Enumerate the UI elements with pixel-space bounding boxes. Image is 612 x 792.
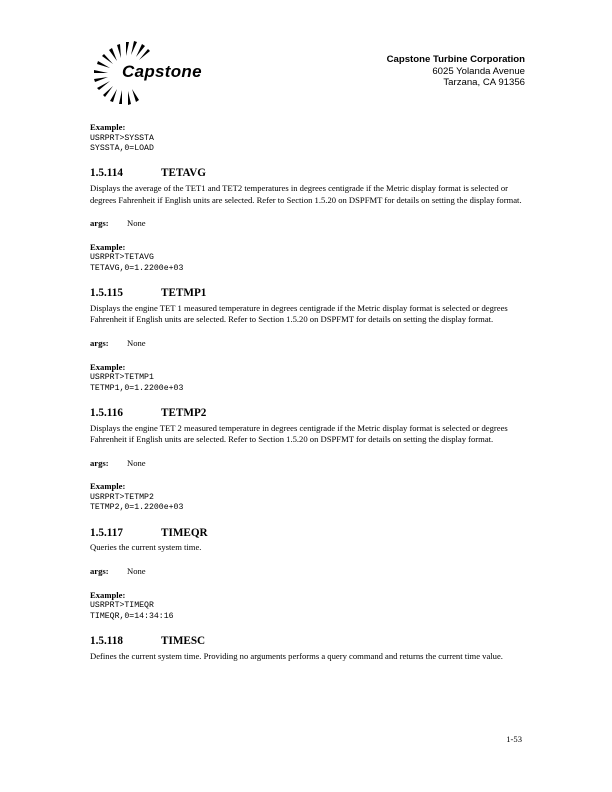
args-value: None: [127, 337, 146, 348]
section-number: 1.5.116: [90, 406, 123, 419]
args-row: [90, 338, 530, 350]
example-label: Example:: [90, 241, 126, 252]
section-tetavg: [90, 168, 530, 274]
section-timeqr: [90, 528, 530, 622]
section-description: Queries the current system time.: [90, 542, 202, 553]
section-description: Displays the average of the TET1 and TET2 temperatures in degrees centigrade if the Metric display format is selected or degrees Fahrenheit if English units are selected. Refer to Section 1.5.20 on DSPFMT for details on setting the display format.: [90, 183, 522, 205]
args-label: args:: [90, 337, 109, 348]
args-label: args:: [90, 565, 109, 576]
code-line: SYSSTA,0=LOAD: [90, 144, 154, 153]
code-line: TETAVG,0=1.2200e+03: [90, 263, 184, 273]
capstone-logo: [88, 38, 236, 108]
section-number: 1.5.115: [90, 287, 123, 300]
page-number: 1-53: [506, 734, 522, 744]
code-line: TETMP2,0=1.2200e+03: [90, 503, 184, 513]
args-row: [90, 566, 530, 578]
args-row: [90, 218, 530, 230]
section-title: TIMEQR: [161, 526, 208, 539]
example-block: [90, 362, 530, 394]
example-label: Example:: [90, 361, 126, 372]
code-line: USRPRT>TETMP1: [90, 373, 154, 383]
company-address-block: [387, 54, 525, 89]
document-body: [90, 122, 530, 662]
args-label: args:: [90, 457, 109, 468]
section-tetmp1: [90, 288, 530, 394]
code-line: USRPRT>TETAVG: [90, 253, 154, 263]
section-heading: [90, 408, 530, 420]
section-tetmp2: [90, 408, 530, 514]
args-label: args:: [90, 218, 109, 229]
args-value: None: [127, 218, 146, 229]
section-number: 1.5.117: [90, 526, 123, 539]
example-block: [90, 481, 530, 513]
section-title: TIMESC: [161, 634, 206, 647]
section-title: TETAVG: [161, 167, 206, 180]
section-description: Displays the engine TET 1 measured temperature in degrees centigrade if the Metric display format is selected or degrees Fahrenheit if English units are selected. Refer to Section 1.5.20 on DSPFMT for details on setting the display format.: [90, 302, 508, 325]
example-label: Example:: [90, 481, 126, 492]
section-description: Defines the current system time. Providing no arguments performs a query command and returns the current time value.: [90, 650, 503, 661]
section-number: 1.5.114: [90, 167, 123, 180]
args-row: [90, 458, 530, 470]
example-block: [90, 242, 530, 274]
address-line-1: 6025 Yolanda Avenue: [432, 65, 525, 77]
code-line: TETMP1,0=1.2200e+03: [90, 383, 184, 393]
section-heading: [90, 288, 530, 300]
code-line: TIMEQR,0=14:34:16: [90, 611, 174, 621]
section-heading: [90, 168, 530, 180]
section-title: TETMP2: [161, 406, 207, 419]
args-value: None: [127, 565, 146, 576]
example-label: Example:: [90, 589, 126, 600]
section-heading: [90, 636, 530, 648]
code-line: USRPRT>SYSSTA: [90, 133, 154, 143]
section-description: Displays the engine TET 2 measured temperature in degrees centigrade if the Metric display format is selected or degrees Fahrenheit if English units are selected. Refer to Section 1.5.20 on DSPFMT for details on setting the display format.: [90, 422, 508, 445]
code-line: USRPRT>TIMEQR: [90, 601, 154, 611]
section-title: TETMP1: [161, 287, 207, 300]
section-heading: [90, 528, 530, 540]
intro-example: [90, 122, 530, 154]
example-label: Example:: [90, 122, 126, 132]
code-line: USRPRT>TETMP2: [90, 492, 154, 502]
section-number: 1.5.118: [90, 634, 123, 647]
section-timesc: [90, 636, 530, 662]
example-block: [90, 590, 530, 622]
company-name: Capstone Turbine Corporation: [386, 54, 525, 65]
address-line-2: Tarzana, CA 91356: [443, 77, 525, 88]
args-value: None: [127, 457, 146, 468]
logo-wordmark: Capstone: [122, 62, 202, 81]
